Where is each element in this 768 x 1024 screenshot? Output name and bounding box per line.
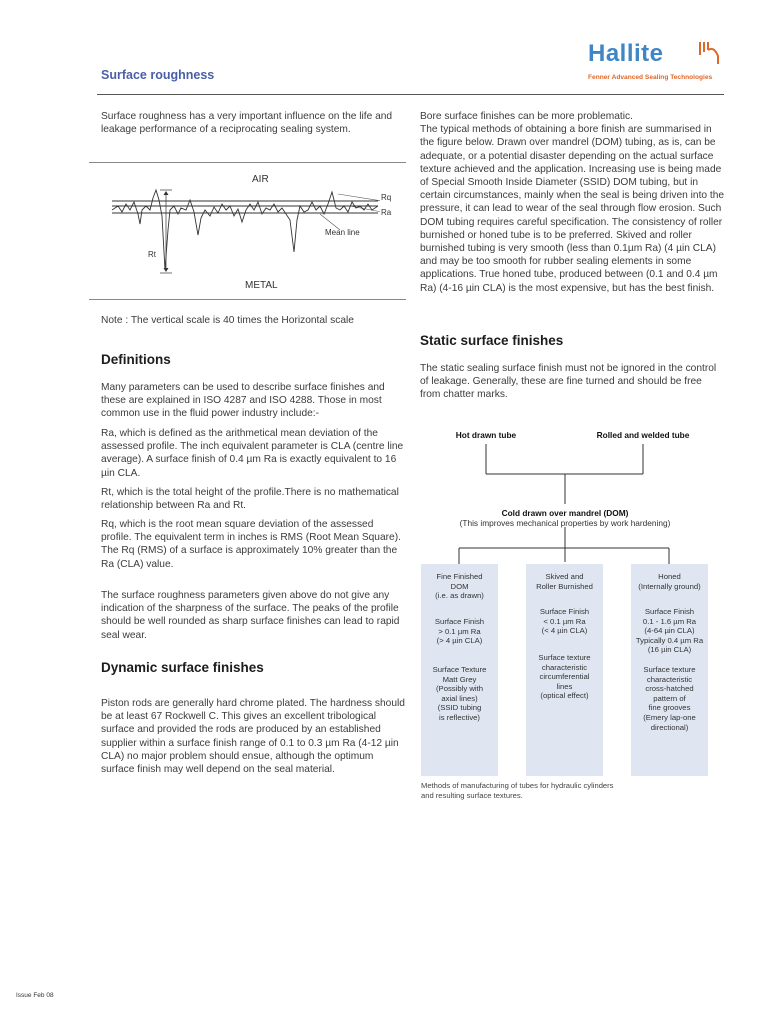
column-title: Skived and Roller Burnished [536,572,593,591]
dynamic-paragraph: Piston rods are generally hard chrome plated. The hardness should be at least 67 Rockwell C. This gives an excellent tribological surface and provided the rods are produced by an established supplier within a surface finish range of 0.1 to 0.3 µm Ra (4-12 µin CLA) no major problem should ensue, although the optimum surface finish may well depend on the seal material. [101,698,405,776]
issue-date: Issue Feb 08 [16,992,54,999]
chart-caption: Methods of manufacturing of tubes for hydraulic cylinders and resulting surface textures. [421,781,614,800]
sharpness-paragraph: The surface roughness parameters given above do not give any indication of the sharpness of the surface. The peaks of the profile should be well rounded as sharp surface finishes can lead to rapid seal wear. [101,590,400,641]
column-fine-finished-dom [421,564,498,776]
column-surface-finish: Surface Finish < 0.1 µm Ra (< 4 µin CLA) [539,607,590,636]
definitions-heading: Definitions [101,352,171,367]
dynamic-heading: Dynamic surface finishes [101,660,264,675]
static-heading: Static surface finishes [420,333,564,348]
column-surface-texture: Surface Texture Matt Grey (Possibly with axial lines) (SSID tubing is reflective) [432,665,487,722]
figure-rq-label: Rq [381,193,392,202]
flowchart-connectors [410,440,720,570]
definitions-intro: Many parameters can be used to describe surface finishes and these are explained in ISO 4287 and ISO 4288. Those in most common use in the fluid power industry include:- [101,382,385,420]
figure-mean-line-label: Mean line [325,228,360,237]
column-surface-finish: Surface Finish > 0.1 µm Ra (> 4 µin CLA) [434,617,485,646]
column-title: Honed (Internally ground) [638,572,701,591]
column-honed [631,564,708,776]
column-skived-roller-burnished [526,564,603,776]
logo-mark-icon [696,40,726,66]
ra-definition: Ra, which is defined as the arithmetical mean deviation of the assessed profile. The inch equivalent parameter is CLA (centre line average). A surface finish of 0.4 µm Ra is exactly equivalent to 16 µin CLA. [101,428,404,479]
page-title: Surface roughness [101,68,215,82]
figure-ra-label: Ra [381,208,392,217]
column-title: Fine Finished DOM (i.e. as drawn) [435,572,484,601]
rt-definition: Rt, which is the total height of the profile.There is no mathematical relationship between Ra and Rt. [101,487,399,512]
column-surface-texture: Surface texture characteristic cross-hatched pattern of fine grooves (Emery lap-one directional) [643,665,696,732]
rq-definition: Rq, which is the root mean square deviation of the assessed profile. The equivalent term in inches is RMS (Root Mean Square). The Rq (RMS) of a surface is approximately 10% greater than the Ra (CLA) value. [101,519,401,570]
logo-text: Hallite [588,40,664,67]
chart-cold-drawn-title: Cold drawn over mandrel (DOM) [501,508,629,518]
column-surface-finish: Surface Finish 0.1 - 1.6 µm Ra (4-64 µin CLA) Typically 0.4 µm Ra (16 µin CLA) [635,607,704,655]
chart-cold-drawn-note: (This improves mechanical properties by work hardening) [459,518,671,528]
column-surface-texture: Surface texture characteristic circumferential lines (optical effect) [538,653,591,701]
intro-paragraph: Surface roughness has a very important influence on the life and leakage performance of a reciprocating sealing system. [101,111,393,136]
static-paragraph: The static sealing surface finish must not be ignored in the control of leakage. Generally, these are fine turned and should be free from chatter marks. [420,363,717,401]
chart-rolled-welded-tube: Rolled and welded tube [596,430,690,440]
roughness-profile-graphic [110,180,380,280]
figure-rt-label: Rt [148,250,156,259]
figure-top-rule [89,162,406,163]
chart-hot-drawn-tube: Hot drawn tube [455,430,517,440]
logo-tagline: Fenner Advanced Sealing Technologies [588,74,713,81]
figure-air-label: AIR [252,174,269,185]
bore-paragraph: Bore surface finishes can be more problematic. The typical methods of obtaining a bore finish are summarised in the figure below. Drawn over mandrel (DOM) tubing, as is, can be adequate, or a potential disaster depending on the actual surface texture achieved and the application. Increasing use is being made of Special Smooth Inside Diameter (SSID) DOM tubing, but in certain circumstances, mainly when the seal is being driven into the pressure, it can lead to wear of the seal through flow erosion. Such DOM tubing requires careful specification. The consistency of roller burnished or honed tube is to be preferred. Skived and roller burnished tubing is very smooth (less than 0.1µm Ra) (4 µin CLA) and may be too smooth for rubber sealing elements in some applications. True honed tube, produced between (0.1 and 0.4 µm Ra) (4-16 µin CLA) is the most expensive, but has the best finish. [420,111,725,294]
figure-metal-label: METAL [245,280,278,291]
figure-bottom-rule [89,299,406,300]
hallite-logo [588,40,728,86]
header-divider [97,94,724,95]
figure-note: Note : The vertical scale is 40 times the Horizontal scale [101,315,354,326]
